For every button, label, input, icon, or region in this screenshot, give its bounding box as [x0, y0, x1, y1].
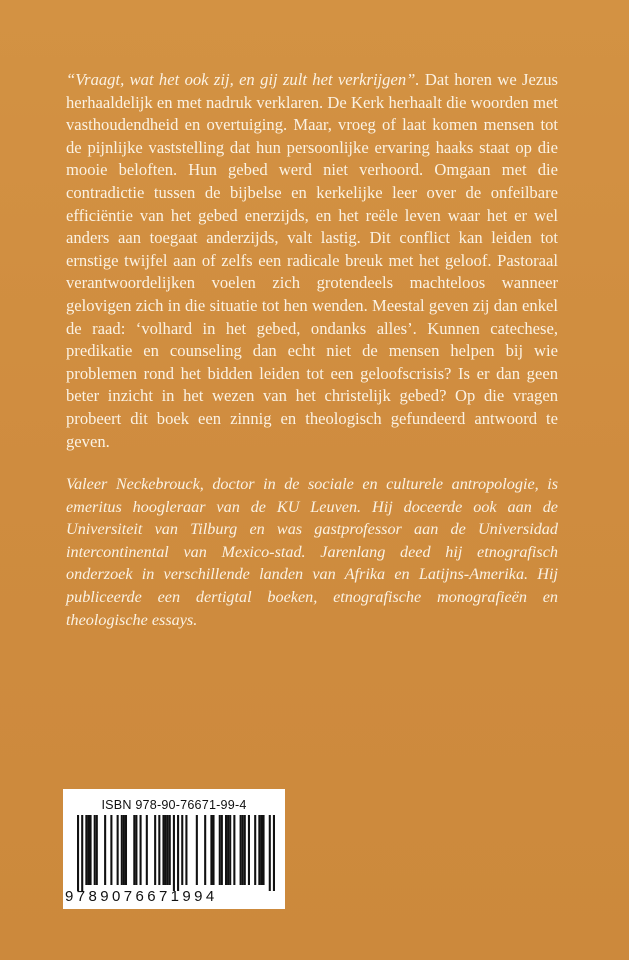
barcode-bar [212, 815, 214, 885]
barcode-bar [233, 815, 235, 885]
barcode-bar [262, 815, 264, 885]
barcode-bar [94, 815, 96, 885]
barcode-bar [121, 815, 123, 885]
barcode-bar [210, 815, 212, 885]
barcode-bar [173, 815, 175, 891]
barcode-bar [219, 815, 221, 885]
barcode-bar [248, 815, 250, 885]
barcode-bar [260, 815, 262, 885]
barcode-bar [125, 815, 127, 885]
barcode-bar [146, 815, 148, 885]
barcode-bar [167, 815, 169, 885]
author-name: Valeer Neckebrouck [66, 475, 200, 493]
barcode-bar [110, 815, 112, 885]
barcode-bar [227, 815, 229, 885]
isbn-text: ISBN 978-90-76671-99-4 [101, 798, 247, 812]
barcode-bar [254, 815, 256, 885]
barcode-bar [269, 815, 271, 891]
barcode-bar [81, 815, 83, 891]
barcode-bar [169, 815, 171, 885]
barcode-bar [225, 815, 227, 885]
author-bio-text: , doctor in de sociale en culturele antropologie, is emeritus hoogleraar van de KU Leuven. Hij doceerde ook aan de Universiteit van Tilburg en was gastprofessor aan de Universidad intercontinental van Mexico-stad. Jarenlang deed hij etnografisch onderzoek in verschillende landen van Afrika en Latijns-Amerika. Hij publiceerde een dertigtal boeken, etnografische monografieën en theologische essays. [66, 475, 558, 629]
barcode-bar [196, 815, 198, 885]
barcode-bar [90, 815, 92, 885]
barcode-bar [181, 815, 183, 885]
barcode-bar [273, 815, 275, 891]
barcode-bar [133, 815, 135, 885]
barcode-bar [244, 815, 246, 885]
barcode-bar [77, 815, 79, 891]
barcode-bar [240, 815, 242, 885]
barcode-bar [185, 815, 187, 885]
barcode-bar [140, 815, 142, 885]
barcode-bar [242, 815, 244, 885]
barcode-bar [154, 815, 156, 885]
barcode-bar [177, 815, 179, 891]
barcode-bar [258, 815, 260, 885]
author-bio [66, 473, 558, 631]
barcode-bar [96, 815, 98, 885]
barcode-bar [117, 815, 119, 885]
ean-digits: 9789076671994 [65, 888, 218, 905]
barcode-bar [221, 815, 223, 885]
barcode-bar [87, 815, 89, 885]
blurb-paragraph [66, 69, 558, 453]
barcode-bar [135, 815, 137, 885]
barcode-bar [204, 815, 206, 885]
barcode-label [63, 789, 285, 909]
barcode-bar [85, 815, 87, 885]
barcode-bar [123, 815, 125, 885]
barcode-bar [229, 815, 231, 885]
blurb-text: Dat horen we Jezus herhaaldelijk en met nadruk verklaren. De Kerk herhaalt die woorden met vasthoudendheid en overtuiging. Maar, vroeg of laat komen mensen tot de pijnlijke vaststelling dat hun persoonlijke ervaring haaks staat op die mooie beloften. Hun gebed werd niet verhoord. Omgaan met die contradictie tussen de bijbelse en kerkelijke leer over de onfeilbare efficiëntie van het gebed enerzijds, en het reële leven waar het er wel anders aan toegaat anderzijds, valt lastig. Dit conflict kan leiden tot ernstige twijfel aan of zelfs een radicale breuk met het geloof. Pastoraal verantwoordelijken voelen zich grotendeels machteloos wanneer gelovigen zich in die situatie tot hen wenden. Meestal geven zij dan enkel de raad: ‘volhard in het gebed, ondanks alles’. Kunnen catechese, predikatie en counseling dan echt niet de mensen helpen bij wie problemen rond het bidden leiden tot een geloofscrisis? Is er dan geen beter inzicht in het wezen van het christelijk gebed? Op die vragen probeert dit boek een zinnig en theologisch gefundeerd antwoord te geven. [66, 70, 558, 451]
barcode-bar [104, 815, 106, 885]
barcode-bar [165, 815, 167, 885]
barcode-bar [162, 815, 164, 885]
blurb-quote: “Vraagt, wat het ook zij, en gij zult het verkrijgen”. [66, 70, 420, 89]
barcode-bar [158, 815, 160, 885]
barcode-bars [77, 815, 275, 891]
